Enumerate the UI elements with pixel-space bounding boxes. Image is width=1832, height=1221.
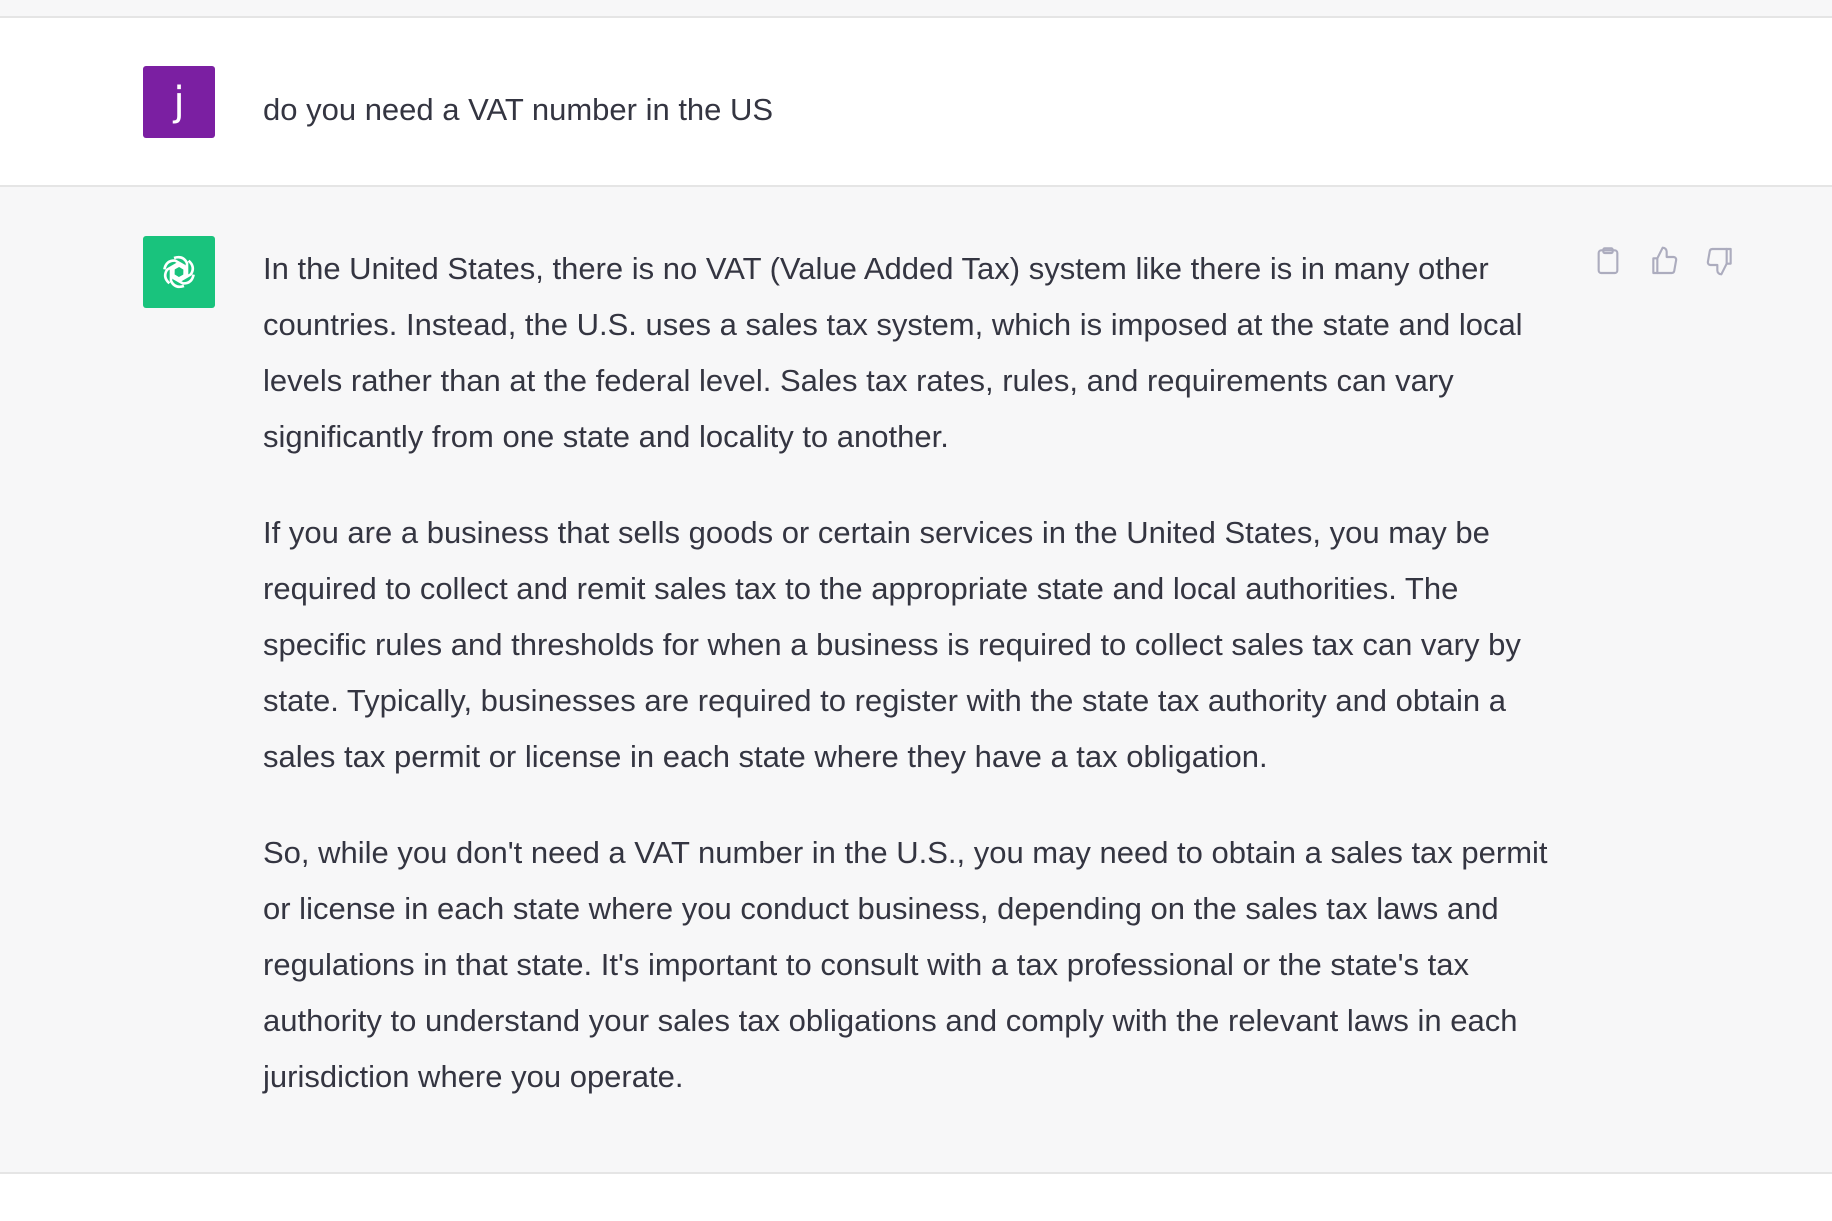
answer-paragraph-1: In the United States, there is no VAT (Value Added Tax) system like there is in many other countries. Instead, the U.S. uses a sales tax system, which is imposed at the state and local levels rather than at the federal level. Sales tax rates, rules, and requirements can vary significantly from one state and locality to another. (263, 251, 1523, 454)
bottom-area (0, 1174, 1832, 1221)
top-bar (0, 0, 1832, 18)
user-avatar-letter: j (173, 79, 185, 125)
message-actions (1590, 243, 1738, 279)
openai-logo-icon (157, 250, 201, 294)
clipboard-icon (1592, 245, 1624, 277)
assistant-answer (263, 241, 1563, 1105)
thumbs-up-icon (1648, 245, 1680, 277)
thumbs-down-icon (1704, 245, 1736, 277)
user-avatar (143, 66, 215, 138)
user-message-text: do you need a VAT number in the US (263, 92, 774, 127)
user-message-row (0, 18, 1832, 187)
answer-paragraph-2: If you are a business that sells goods or certain services in the United States, you may be required to collect and remit sales tax to the appropriate state and local authorities. The specific rules and thresholds for when a business is required to collect sales tax can vary by state. Typically, businesses are required to register with the state tax authority and obtain a sales tax permit or license in each state where they have a tax obligation. (263, 515, 1521, 774)
assistant-avatar (143, 236, 215, 308)
thumbs-up-button[interactable] (1646, 243, 1682, 279)
assistant-message-row (0, 187, 1832, 1174)
answer-paragraph-3: So, while you don't need a VAT number in the U.S., you may need to obtain a sales tax permit or license in each state where you conduct business, depending on the sales tax laws and regulations in that state. It's important to consult with a tax professional or the state's tax authority to understand your sales tax obligations and comply with the relevant laws in each jurisdiction where you operate. (263, 835, 1548, 1094)
thumbs-down-button[interactable] (1702, 243, 1738, 279)
copy-button[interactable] (1590, 243, 1626, 279)
